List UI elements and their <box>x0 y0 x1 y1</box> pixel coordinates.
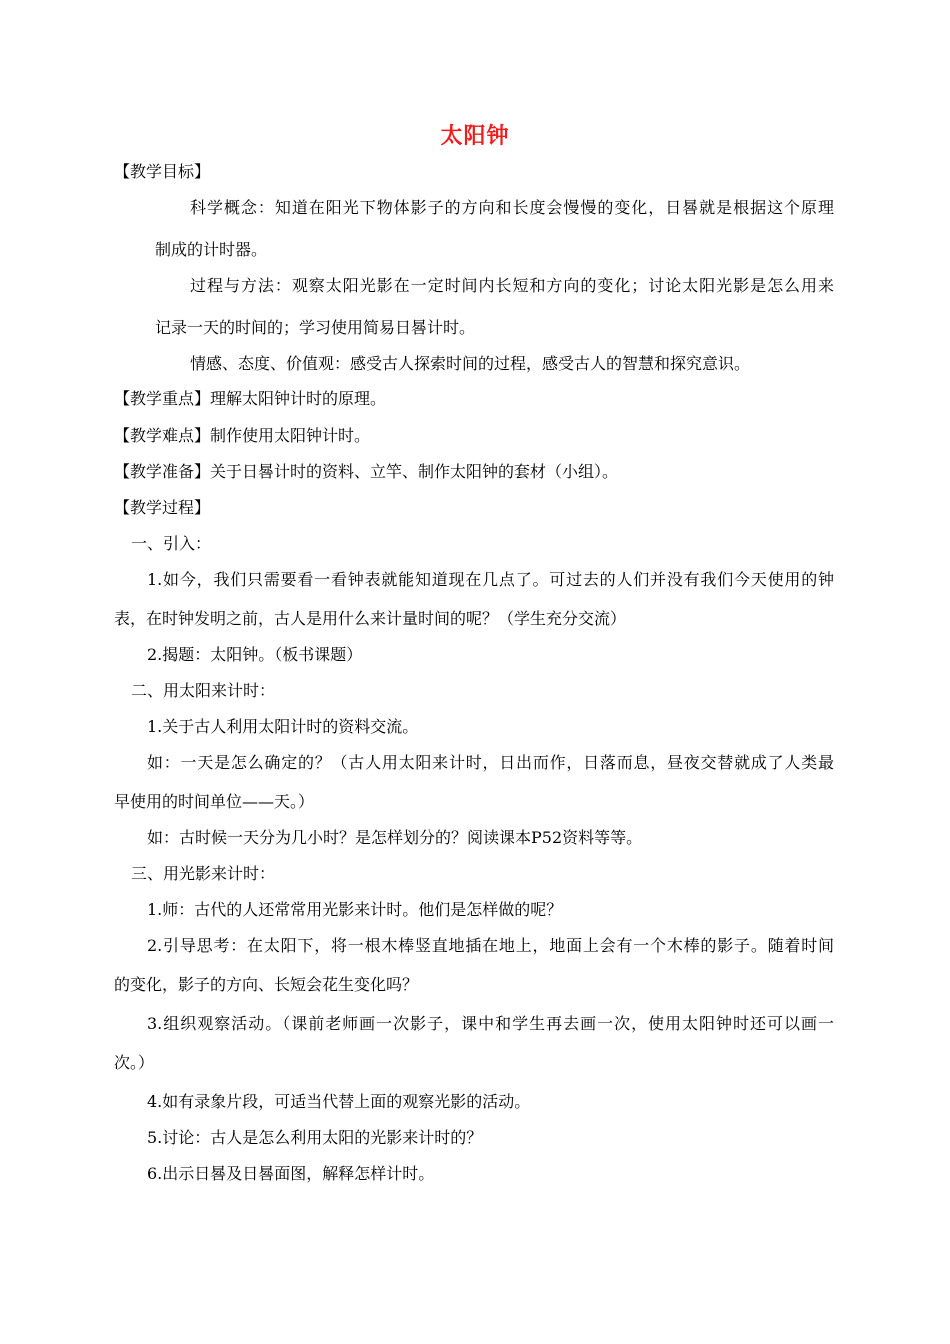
part1-heading: 一、引入： <box>131 534 212 553</box>
science-concept-line-1: 科学概念：知道在阳光下物体影子的方向和长度会慢慢的变化，日晷就是根据这个原理 <box>190 198 834 217</box>
part2-heading: 二、用太阳来计时： <box>131 681 276 700</box>
part2-example1-line-2: 早使用的时间单位——天。） <box>114 792 315 811</box>
part2-example2: 如：古时候一天分为几小时？是怎样划分的？阅读课本P52资料等等。 <box>147 828 643 847</box>
attitude-line: 情感、态度、价值观：感受古人探索时间的过程，感受古人的智慧和探究意识。 <box>190 354 751 373</box>
part3-item4: 4.如有录象片段，可适当代替上面的观察光影的活动。 <box>147 1092 531 1111</box>
part1-item1-line-2: 表，在时钟发明之前，古人是用什么来计量时间的呢？（学生充分交流） <box>114 609 627 628</box>
part1-item1-line-1: 1.如今，我们只需要看一看钟表就能知道现在几点了。可过去的人们并没有我们今天使用的钟 <box>147 570 834 589</box>
part3-item6: 6.出示日晷及日晷面图，解释怎样计时。 <box>147 1164 435 1183</box>
part2-item1: 1.关于古人利用太阳计时的资料交流。 <box>147 717 419 736</box>
part2-example1-line-1: 如：一天是怎么确定的？（古人用太阳来计时，日出而作，日落而息，昼夜交替就成了人类最 <box>147 753 834 772</box>
process-method-line-2: 记录一天的时间的；学习使用简易日晷计时。 <box>155 318 476 337</box>
part1-item2: 2.揭题：太阳钟。（板书课题） <box>147 645 363 664</box>
process-method-line-1: 过程与方法：观察太阳光影在一定时间内长短和方向的变化；讨论太阳光影是怎么用来 <box>190 276 834 295</box>
process-heading: 【教学过程】 <box>114 498 211 517</box>
part3-heading: 三、用光影来计时： <box>131 864 276 883</box>
part3-item3-line-1: 3.组织观察活动。（课前老师画一次影子，课中和学生再去画一次，使用太阳钟时还可以画一 <box>147 1014 834 1033</box>
part3-item2-line-2: 的变化，影子的方向、长短会花生变化吗？ <box>114 975 419 994</box>
difficulty-line: 【教学难点】制作使用太阳钟计时。 <box>114 426 371 445</box>
objectives-heading: 【教学目标】 <box>114 162 211 181</box>
science-concept-line-2: 制成的计时器。 <box>155 240 268 259</box>
document-title: 太阳钟 <box>440 124 510 149</box>
part3-item5: 5.讨论：古人是怎么利用太阳的光影来计时的？ <box>147 1128 483 1147</box>
preparation-line: 【教学准备】关于日晷计时的资料、立竿、制作太阳钟的套材（小组）。 <box>114 462 619 481</box>
part3-item2-line-1: 2.引导思考：在太阳下，将一根木棒竖直地插在地上，地面上会有一个木棒的影子。随着时间 <box>147 936 834 955</box>
part3-item3-line-2: 次。） <box>114 1053 155 1072</box>
key-point-line: 【教学重点】理解太阳钟计时的原理。 <box>114 389 387 408</box>
part3-item1: 1.师：古代的人还常常用光影来计时。他们是怎样做的呢？ <box>147 900 563 919</box>
